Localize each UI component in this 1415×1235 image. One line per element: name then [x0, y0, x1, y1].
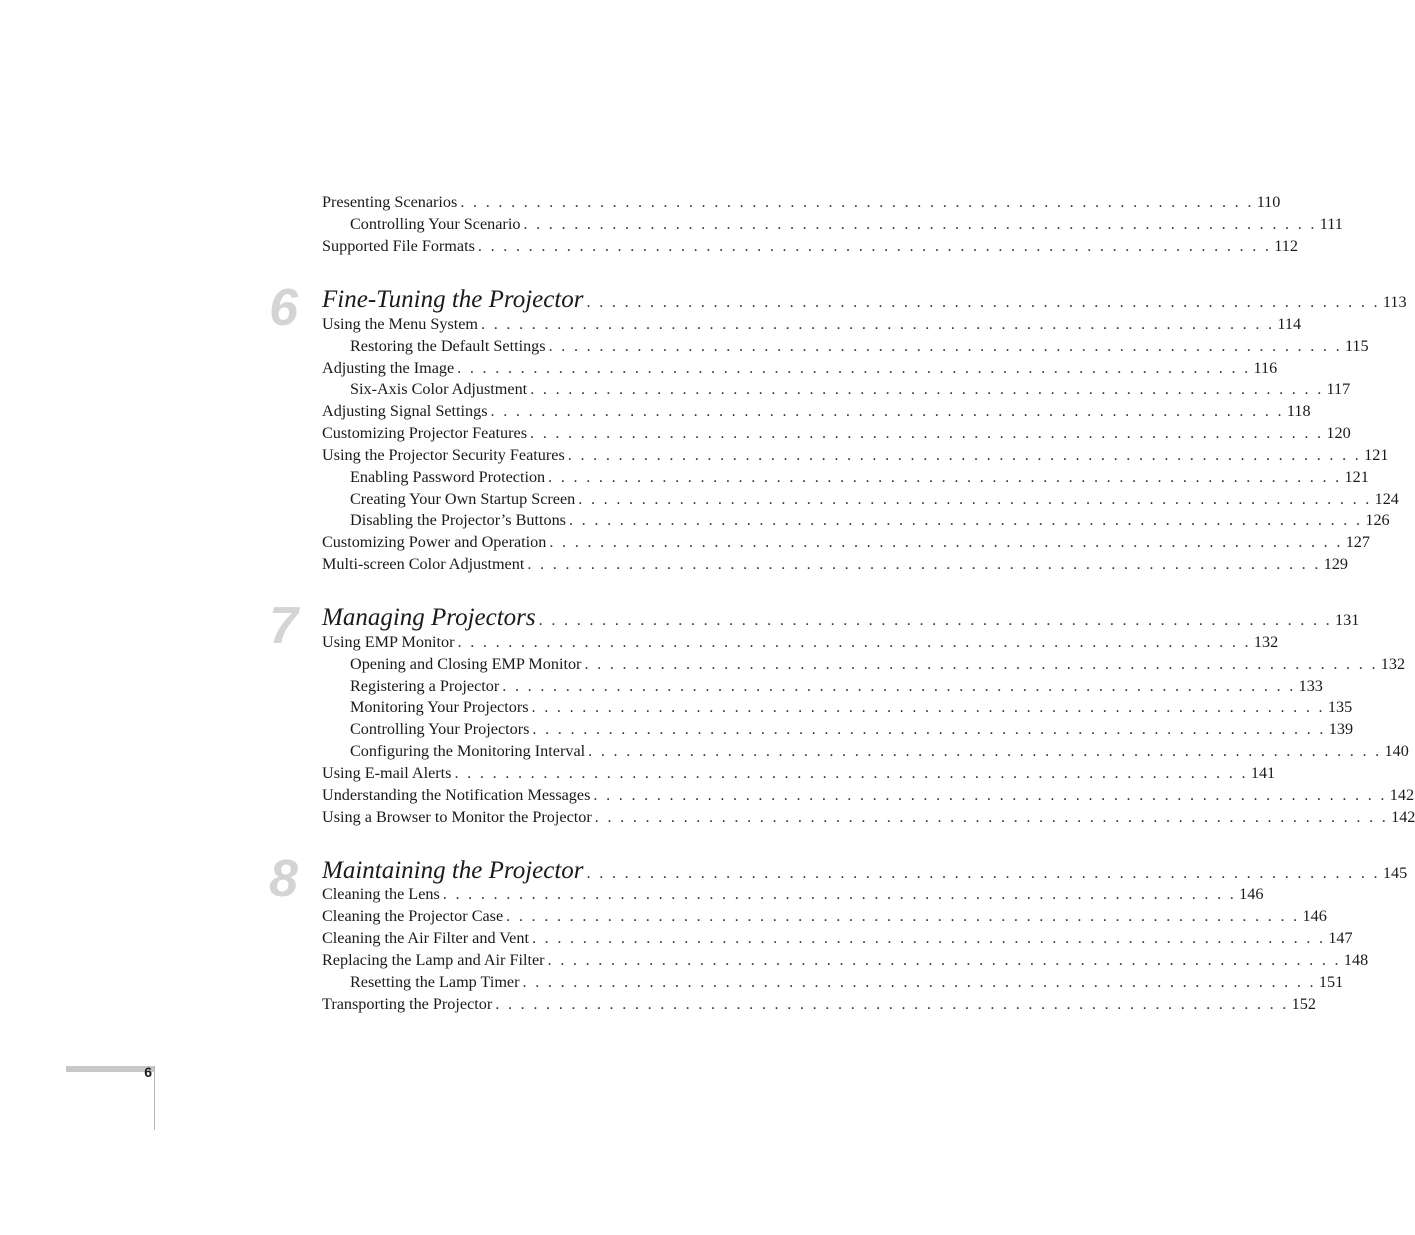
toc-entry-label: Supported File Formats — [322, 237, 475, 255]
toc-entry-page: 148 — [1343, 951, 1369, 969]
toc-entry-label: Transporting the Projector — [322, 995, 493, 1013]
toc-entry-page: 110 — [1256, 193, 1281, 211]
chapter-6-title[interactable] — [322, 285, 1407, 317]
toc-subentry[interactable] — [322, 741, 1409, 761]
toc-entry-label: Using E-mail Alerts — [322, 764, 452, 782]
toc-entry[interactable] — [322, 314, 1302, 334]
footer-divider — [154, 1066, 155, 1130]
dot-leader: . . . . . . . . . . . . . . . . . . . . . . . . . . . . . . . . . . . . . . . . . . . . . . . . . . . . . . . . . . . . . . . — [460, 193, 1254, 211]
dot-leader: . . . . . . . . . . . . . . . . . . . . . . . . . . . . . . . . . . . . . . . . . . . . . . . . . . . . . . . . . . . . . . . — [506, 907, 1300, 925]
toc-entry-label: Customizing Projector Features — [322, 424, 528, 442]
toc-subentry[interactable] — [322, 467, 1369, 487]
toc-entry[interactable] — [322, 358, 1278, 378]
toc-entry-page: 140 — [1384, 742, 1409, 760]
toc-entry-label: Using a Browser to Monitor the Projector — [322, 808, 592, 826]
toc-entry-label: Six-Axis Color Adjustment — [350, 380, 528, 398]
chapter-title-label: Fine-Tuning the Projector — [322, 286, 584, 313]
toc-entry-label: Replacing the Lamp and Air Filter — [322, 951, 545, 969]
toc-entry-page: 112 — [1274, 237, 1298, 255]
toc-entry-label: Understanding the Notification Messages — [322, 786, 591, 804]
chapter-8-number: 8 — [269, 850, 298, 908]
chapter-title-label: Managing Projectors — [322, 604, 536, 631]
chapter-6-number: 6 — [269, 279, 298, 337]
toc-entry-page: 111 — [1319, 215, 1343, 233]
toc-entry-page: 115 — [1344, 337, 1369, 355]
toc-entry-label: Presenting Scenarios — [322, 193, 458, 211]
toc-entry-page: 147 — [1328, 929, 1353, 947]
dot-leader: . . . . . . . . . . . . . . . . . . . . . . . . . . . . . . . . . . . . . . . . . . . . . . . . . . . . . . . . . . . . . . . — [549, 533, 1343, 551]
chapter-title-page: 145 — [1382, 864, 1408, 882]
toc-entry-page: 142 — [1391, 808, 1415, 826]
dot-leader: . . . . . . . . . . . . . . . . . . . . . . . . . . . . . . . . . . . . . . . . . . . . . . . . . . . . . . . . . . . . . . . — [568, 511, 1363, 529]
toc-entry-page: 127 — [1345, 533, 1370, 551]
dot-leader: . . . . . . . . . . . . . . . . . . . . . . . . . . . . . . . . . . . . . . . . . . . . . . . . . . . . . . . . . . . . . . . — [530, 380, 1324, 398]
toc-entry-label: Opening and Closing EMP Monitor — [350, 655, 582, 673]
toc-entry[interactable] — [322, 785, 1415, 805]
toc-entry-page: 121 — [1364, 446, 1389, 464]
chapter-7-number: 7 — [269, 597, 298, 655]
toc-entry-page: 126 — [1365, 511, 1390, 529]
toc-entry-label: Customizing Power and Operation — [322, 533, 547, 551]
dot-leader: . . . . . . . . . . . . . . . . . . . . . . . . . . . . . . . . . . . . . . . . . . . . . . . . . . . . . . . . . . . . . . . — [442, 885, 1237, 903]
toc-entry[interactable] — [322, 884, 1264, 904]
toc-entry-label: Disabling the Projector’s Buttons — [350, 511, 566, 529]
toc-entry[interactable] — [322, 950, 1369, 970]
toc-entry-page: 142 — [1389, 786, 1415, 804]
dot-leader: . . . . . . . . . . . . . . . . . . . . . . . . . . . . . . . . . . . . . . . . . . . . . . . . . . . . . . . . . . . . . . . — [586, 293, 1380, 311]
toc-entry-page: 121 — [1344, 468, 1369, 486]
toc-subentry[interactable] — [322, 697, 1353, 717]
toc-entry-page: 132 — [1253, 633, 1279, 651]
toc-subentry[interactable] — [322, 972, 1344, 992]
toc-entry-page: 133 — [1298, 677, 1323, 695]
toc-entry-label: Cleaning the Projector Case — [322, 907, 504, 925]
toc-entry-page: 152 — [1291, 995, 1316, 1013]
dot-leader: . . . . . . . . . . . . . . . . . . . . . . . . . . . . . . . . . . . . . . . . . . . . . . . . . . . . . . . . . . . . . . . — [548, 468, 1342, 486]
toc-entry-page: 139 — [1328, 720, 1354, 738]
dot-leader: . . . . . . . . . . . . . . . . . . . . . . . . . . . . . . . . . . . . . . . . . . . . . . . . . . . . . . . . . . . . . . . — [527, 555, 1321, 573]
toc-entry[interactable] — [322, 445, 1389, 465]
toc-entry-label: Controlling Your Projectors — [350, 720, 530, 738]
dot-leader: . . . . . . . . . . . . . . . . . . . . . . . . . . . . . . . . . . . . . . . . . . . . . . . . . . . . . . . . . . . . . . . — [477, 237, 1272, 255]
dot-leader: . . . . . . . . . . . . . . . . . . . . . . . . . . . . . . . . . . . . . . . . . . . . . . . . . . . . . . . . . . . . . . . — [457, 633, 1251, 651]
chapter-7-title[interactable] — [322, 603, 1360, 635]
dot-leader: . . . . . . . . . . . . . . . . . . . . . . . . . . . . . . . . . . . . . . . . . . . . . . . . . . . . . . . . . . . . . . . — [584, 655, 1378, 673]
dot-leader: . . . . . . . . . . . . . . . . . . . . . . . . . . . . . . . . . . . . . . . . . . . . . . . . . . . . . . . . . . . . . . . — [538, 611, 1332, 629]
dot-leader: . . . . . . . . . . . . . . . . . . . . . . . . . . . . . . . . . . . . . . . . . . . . . . . . . . . . . . . . . . . . . . . — [454, 764, 1248, 782]
toc-entry-page: 117 — [1326, 380, 1351, 398]
page-number: 6 — [144, 1064, 152, 1080]
chapter-title-page: 131 — [1335, 611, 1360, 629]
dot-leader: . . . . . . . . . . . . . . . . . . . . . . . . . . . . . . . . . . . . . . . . . . . . . . . . . . . . . . . . . . . . . . . — [530, 424, 1324, 442]
chapter-title-page: 113 — [1382, 293, 1407, 311]
toc-entry-label: Adjusting Signal Settings — [322, 402, 488, 420]
toc-entry[interactable] — [322, 236, 1298, 256]
dot-leader: . . . . . . . . . . . . . . . . . . . . . . . . . . . . . . . . . . . . . . . . . . . . . . . . . . . . . . . . . . . . . . . — [531, 698, 1325, 716]
dot-leader: . . . . . . . . . . . . . . . . . . . . . . . . . . . . . . . . . . . . . . . . . . . . . . . . . . . . . . . . . . . . . . . — [495, 995, 1289, 1013]
dot-leader: . . . . . . . . . . . . . . . . . . . . . . . . . . . . . . . . . . . . . . . . . . . . . . . . . . . . . . . . . . . . . . . — [502, 677, 1296, 695]
toc-entry-label: Using the Projector Security Features — [322, 446, 565, 464]
toc-entry-page: 114 — [1277, 315, 1302, 333]
toc-entry-page: 132 — [1380, 655, 1406, 673]
toc-entry-label: Cleaning the Lens — [322, 885, 440, 903]
toc-entry[interactable] — [322, 532, 1370, 552]
dot-leader: . . . . . . . . . . . . . . . . . . . . . . . . . . . . . . . . . . . . . . . . . . . . . . . . . . . . . . . . . . . . . . . — [490, 402, 1284, 420]
toc-entry-page: 151 — [1318, 973, 1344, 991]
toc-entry-label: Resetting the Lamp Timer — [350, 973, 520, 991]
dot-leader: . . . . . . . . . . . . . . . . . . . . . . . . . . . . . . . . . . . . . . . . . . . . . . . . . . . . . . . . . . . . . . . — [578, 490, 1372, 508]
toc-entry-label: Restoring the Default Settings — [350, 337, 546, 355]
dot-leader: . . . . . . . . . . . . . . . . . . . . . . . . . . . . . . . . . . . . . . . . . . . . . . . . . . . . . . . . . . . . . . . — [586, 864, 1380, 882]
toc-entry-label: Registering a Projector — [350, 677, 500, 695]
dot-leader: . . . . . . . . . . . . . . . . . . . . . . . . . . . . . . . . . . . . . . . . . . . . . . . . . . . . . . . . . . . . . . . — [594, 808, 1389, 826]
toc-entry-page: 120 — [1326, 424, 1351, 442]
dot-leader: . . . . . . . . . . . . . . . . . . . . . . . . . . . . . . . . . . . . . . . . . . . . . . . . . . . . . . . . . . . . . . . — [523, 215, 1317, 233]
toc-subentry[interactable] — [322, 676, 1323, 696]
toc-entry-page: 129 — [1323, 555, 1348, 573]
toc-entry-label: Monitoring Your Projectors — [350, 698, 529, 716]
dot-leader: . . . . . . . . . . . . . . . . . . . . . . . . . . . . . . . . . . . . . . . . . . . . . . . . . . . . . . . . . . . . . . . — [531, 929, 1326, 947]
toc-entry[interactable] — [322, 401, 1311, 421]
toc-entry-page: 141 — [1250, 764, 1276, 782]
toc-subentry[interactable] — [322, 379, 1351, 399]
toc-entry-label: Multi-screen Color Adjustment — [322, 555, 525, 573]
toc-entry-page: 135 — [1327, 698, 1353, 716]
dot-leader: . . . . . . . . . . . . . . . . . . . . . . . . . . . . . . . . . . . . . . . . . . . . . . . . . . . . . . . . . . . . . . . — [547, 951, 1341, 969]
toc-subentry[interactable] — [322, 719, 1354, 739]
toc-entry-label: Adjusting the Image — [322, 359, 455, 377]
toc-entry[interactable] — [322, 807, 1415, 827]
toc-entry-page: 146 — [1239, 885, 1264, 903]
dot-leader: . . . . . . . . . . . . . . . . . . . . . . . . . . . . . . . . . . . . . . . . . . . . . . . . . . . . . . . . . . . . . . . — [532, 720, 1326, 738]
toc-entry-label: Using the Menu System — [322, 315, 479, 333]
toc-entry[interactable] — [322, 928, 1353, 948]
toc-subentry[interactable] — [322, 214, 1343, 234]
toc-entry[interactable] — [322, 763, 1276, 783]
toc-subentry[interactable] — [322, 489, 1399, 509]
toc-entry-label: Configuring the Monitoring Interval — [350, 742, 586, 760]
toc-entry[interactable] — [322, 906, 1327, 926]
toc-subentry[interactable] — [322, 510, 1390, 530]
dot-leader: . . . . . . . . . . . . . . . . . . . . . . . . . . . . . . . . . . . . . . . . . . . . . . . . . . . . . . . . . . . . . . . — [548, 337, 1342, 355]
toc-entry-label: Creating Your Own Startup Screen — [350, 490, 576, 508]
toc-entry-page: 118 — [1286, 402, 1311, 420]
chapter-title-label: Maintaining the Projector — [322, 857, 584, 884]
toc-entry[interactable] — [322, 632, 1279, 652]
toc-entry[interactable] — [322, 192, 1281, 212]
toc-entry[interactable] — [322, 554, 1348, 574]
toc-entry-page: 124 — [1374, 490, 1399, 508]
toc-entry-page: 146 — [1302, 907, 1327, 925]
toc-entry-label: Using EMP Monitor — [322, 633, 455, 651]
dot-leader: . . . . . . . . . . . . . . . . . . . . . . . . . . . . . . . . . . . . . . . . . . . . . . . . . . . . . . . . . . . . . . . — [481, 315, 1275, 333]
dot-leader: . . . . . . . . . . . . . . . . . . . . . . . . . . . . . . . . . . . . . . . . . . . . . . . . . . . . . . . . . . . . . . . — [593, 786, 1387, 804]
toc-entry-label: Controlling Your Scenario — [350, 215, 521, 233]
toc-entry[interactable] — [322, 994, 1316, 1014]
toc-entry[interactable] — [322, 423, 1351, 443]
toc-entry-label: Cleaning the Air Filter and Vent — [322, 929, 529, 947]
toc-subentry[interactable] — [322, 336, 1369, 356]
dot-leader: . . . . . . . . . . . . . . . . . . . . . . . . . . . . . . . . . . . . . . . . . . . . . . . . . . . . . . . . . . . . . . . — [457, 359, 1251, 377]
toc-entry-label: Enabling Password Protection — [350, 468, 546, 486]
dot-leader: . . . . . . . . . . . . . . . . . . . . . . . . . . . . . . . . . . . . . . . . . . . . . . . . . . . . . . . . . . . . . . . — [588, 742, 1382, 760]
dot-leader: . . . . . . . . . . . . . . . . . . . . . . . . . . . . . . . . . . . . . . . . . . . . . . . . . . . . . . . . . . . . . . . — [522, 973, 1316, 991]
dot-leader: . . . . . . . . . . . . . . . . . . . . . . . . . . . . . . . . . . . . . . . . . . . . . . . . . . . . . . . . . . . . . . . — [567, 446, 1362, 464]
toc-subentry[interactable] — [322, 654, 1406, 674]
toc-entry-page: 116 — [1253, 359, 1278, 377]
